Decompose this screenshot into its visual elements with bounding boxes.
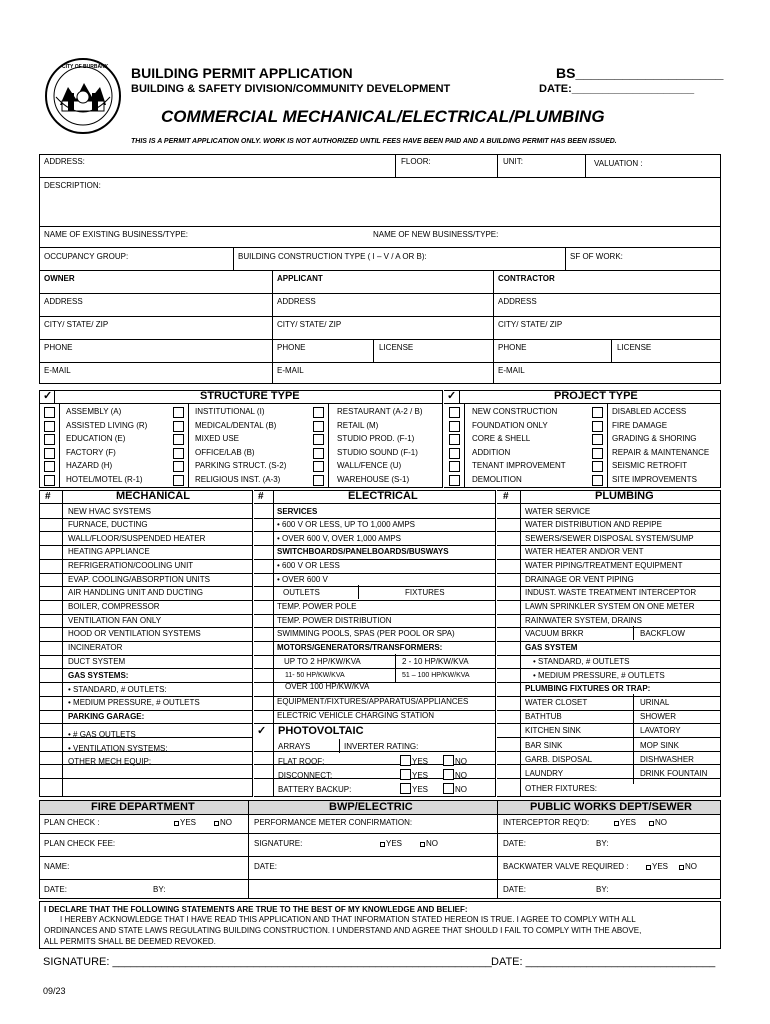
structure-c-label: STUDIO SOUND (F-1)	[337, 447, 418, 457]
structure-c-checkbox[interactable]	[313, 421, 324, 432]
contractor-license[interactable]: LICENSE	[617, 343, 652, 352]
row-line	[254, 573, 495, 574]
plumb-vacuum: VACUUM BRKR	[525, 629, 584, 638]
bwp-no[interactable]: NO	[420, 840, 438, 848]
structure-b-label: OFFICE/LAB (B)	[195, 447, 255, 457]
project-a-label: FOUNDATION ONLY	[472, 420, 548, 430]
structure-c-checkbox[interactable]	[313, 434, 324, 445]
fire-date[interactable]: DATE:	[44, 885, 67, 894]
mechanical-subitem: • STANDARD, # OUTLETS:	[68, 685, 167, 694]
row-line	[254, 586, 495, 587]
row-line	[39, 586, 252, 587]
plumbing-item: WATER HEATER AND/OR VENT	[525, 547, 644, 556]
applicant-city[interactable]: CITY/ STATE/ ZIP	[277, 320, 342, 329]
plumbing-item: RAINWATER SYSTEM, DRAINS	[525, 616, 642, 625]
pv-battery: BATTERY BACKUP:	[278, 785, 352, 794]
structure-c-label: RETAIL (M)	[337, 420, 379, 430]
declaration-line2: ORDINANCES AND STATE LAWS REGULATING BUILDING CONSTRUCTION. I UNDERSTAND AND AGREE THAT SHOULD I FAIL TO COMPLY WITH THE ABOVE,	[44, 926, 642, 935]
elec-m4: 51 – 100 HP/KW/KVA	[402, 672, 470, 679]
pw-title: PUBLIC WORKS DEPT/SEWER	[530, 801, 692, 813]
row-line	[254, 668, 495, 669]
checkbox-icon[interactable]	[679, 865, 684, 870]
row-line	[497, 600, 721, 601]
seal-text: CITY OF BURBANK	[62, 64, 109, 70]
fire-yes[interactable]: YES	[174, 819, 196, 827]
pv-no-label: NO	[455, 771, 467, 780]
pv-no-checkbox[interactable]	[443, 783, 454, 794]
checkbox-icon[interactable]	[649, 821, 654, 826]
description-label[interactable]: DESCRIPTION:	[44, 181, 101, 190]
row-line	[497, 737, 721, 738]
row-line	[497, 641, 721, 642]
bwp-yes[interactable]: YES	[380, 840, 402, 848]
project-a-label: NEW CONSTRUCTION	[472, 407, 558, 416]
pv-disconnect: DISCONNECT:	[278, 771, 333, 780]
project-b-label: GRADING & SHORING	[612, 434, 697, 443]
project-a-label: CORE & SHELL	[472, 434, 531, 443]
project-b-checkbox[interactable]	[592, 448, 603, 459]
row-line	[497, 778, 721, 779]
structure-a-checkbox[interactable]	[44, 448, 55, 459]
project-a-label: ADDITION	[472, 447, 511, 457]
mechanical-subitem: OTHER MECH EQUIP:	[68, 757, 152, 766]
elec-fixtures: FIXTURES	[405, 588, 445, 597]
elec-motors: MOTORS/GENERATORS/TRANSFORMERS:	[277, 643, 443, 652]
row-line	[497, 668, 721, 669]
pw-date[interactable]: DATE:	[503, 839, 526, 848]
row-line	[497, 627, 721, 628]
project-a-label: TENANT IMPROVEMENT	[472, 461, 566, 470]
elec-temp-dist: TEMP. POWER DISTRIBUTION	[277, 616, 392, 625]
elec-s1: • 600 V OR LESS, UP TO 1,000 AMPS	[277, 520, 415, 529]
applicant-email[interactable]: E-MAIL	[277, 366, 304, 375]
mechanical-item: DUCT SYSTEM	[68, 657, 126, 666]
mechanical-subitem: • MEDIUM PRESSURE, # OUTLETS	[68, 698, 200, 707]
pv-no-checkbox[interactable]	[443, 755, 454, 766]
structure-a-label: HAZARD (H)	[66, 461, 113, 470]
elec-hash: #	[258, 491, 264, 502]
valuation-label[interactable]: VALUATION :	[594, 159, 643, 168]
pv-flat-roof: FLAT ROOF:	[278, 757, 325, 766]
structure-c-label: WALL/FENCE (U)	[337, 461, 402, 470]
form-version: 09/23	[43, 986, 66, 996]
plumbing-fixture: WATER CLOSET	[525, 698, 588, 707]
sf-work-label[interactable]: SF OF WORK:	[570, 252, 623, 261]
row-line	[497, 518, 721, 519]
pw-yes2[interactable]: YES	[646, 863, 668, 871]
divider	[59, 403, 60, 488]
structure-check-mark: ✓	[43, 390, 53, 402]
contractor-email[interactable]: E-MAIL	[498, 366, 525, 375]
pw-date2[interactable]: DATE:	[503, 885, 526, 894]
structure-b-checkbox[interactable]	[173, 461, 184, 472]
occupancy-label[interactable]: OCCUPANCY GROUP:	[44, 252, 129, 261]
plumbing-item: WATER DISTRIBUTION AND REPIPE	[525, 520, 662, 529]
row-line	[39, 627, 252, 628]
row-line	[497, 586, 721, 587]
row-line	[497, 723, 721, 724]
elec-switch: SWITCHBOARDS/PANELBOARDS/BUSWAYS	[277, 547, 449, 556]
structure-b-label: INSTITUTIONAL (I)	[195, 407, 265, 416]
notice: THIS IS A PERMIT APPLICATION ONLY. WORK IS NOT AUTHORIZED UNTIL FEES HAVE BEEN PAID AND A BUILDING PERMIT HAS BEEN ISSUED.	[131, 138, 617, 145]
structure-a-checkbox[interactable]	[44, 407, 55, 418]
signature-line[interactable]: SIGNATURE: ______________________________________________________________	[43, 956, 492, 968]
plumbing-fixture: URINAL	[640, 698, 670, 707]
elec-m5: OVER 100 HP/KW/KVA	[285, 682, 370, 691]
row-line	[497, 655, 721, 656]
pv-yes-label: YES	[412, 771, 429, 780]
structure-b-checkbox[interactable]	[173, 448, 184, 459]
row-line	[254, 627, 495, 628]
row-line	[497, 751, 721, 752]
structure-a-label: ASSISTED LIVING (R)	[66, 420, 148, 430]
mechanical-item: AIR HANDLING UNIT AND DUCTING	[68, 588, 203, 597]
owner-heading: OWNER	[44, 274, 75, 283]
row-line	[497, 764, 721, 765]
elec-m3: 11- 50 HP/KW/KVA	[285, 672, 345, 679]
elec-m1: UP TO 2 HP/KW/KVA	[284, 657, 361, 666]
checkbox-icon[interactable]	[420, 842, 425, 847]
pv-no-label: NO	[455, 757, 467, 766]
plumbing-title: PLUMBING	[595, 490, 654, 502]
structure-c-checkbox[interactable]	[313, 407, 324, 418]
elec-sw2: • OVER 600 V	[277, 575, 328, 584]
pv-check-mark: ✓	[257, 725, 267, 737]
mechanical-subitem: PARKING GARAGE:	[68, 712, 145, 721]
pv-yes-checkbox[interactable]	[400, 769, 411, 780]
pv-yes-label: YES	[412, 757, 429, 766]
row-line	[39, 778, 252, 779]
project-title: PROJECT TYPE	[554, 390, 638, 402]
city-seal	[44, 57, 122, 135]
bwp-title: BWP/ELECTRIC	[329, 801, 413, 813]
divider	[188, 403, 189, 488]
pv-arrays: ARRAYS	[278, 742, 311, 751]
mechanical-item: BOILER, COMPRESSOR	[68, 602, 160, 611]
elec-temp-pole: TEMP. POWER POLE	[277, 602, 357, 611]
checkbox-icon[interactable]	[614, 821, 619, 826]
construction-type-label[interactable]: BUILDING CONSTRUCTION TYPE ( I – V / A OR B):	[238, 252, 427, 261]
form-subtitle: BUILDING & SAFETY DIVISION/COMMUNITY DEVELOPMENT	[131, 83, 451, 95]
checkbox-icon[interactable]	[214, 821, 219, 826]
pv-no-label: NO	[455, 785, 467, 794]
elec-outlets: OUTLETS	[283, 588, 320, 597]
plumb-backflow: BACKFLOW	[640, 629, 685, 638]
row-line	[39, 600, 252, 601]
plumbing-fixture: BAR SINK	[525, 741, 563, 750]
plumb-gas-title: GAS SYSTEM	[525, 643, 578, 652]
project-a-label: DEMOLITION	[472, 474, 522, 484]
mechanical-subitem: GAS SYSTEMS:	[68, 671, 129, 680]
plumb-gas1: • STANDARD, # OUTLETS	[533, 657, 630, 666]
structure-b-label: MIXED USE	[195, 434, 240, 443]
contractor-phone[interactable]: PHONE	[498, 343, 527, 352]
mech-hash: #	[45, 491, 51, 502]
structure-c-label: STUDIO PROD. (F-1)	[337, 434, 415, 443]
row-line	[39, 531, 252, 532]
project-b-label: DISABLED ACCESS	[612, 407, 687, 416]
pw-backwater: BACKWATER VALVE REQUIRED :	[503, 862, 629, 871]
row-line	[39, 545, 252, 546]
divider	[328, 403, 329, 488]
owner-email[interactable]: E-MAIL	[44, 366, 71, 375]
owner-address[interactable]: ADDRESS	[44, 297, 83, 306]
pv-yes-checkbox[interactable]	[400, 783, 411, 794]
structure-c-label: WAREHOUSE (S-1)	[337, 474, 410, 484]
structure-b-label: MEDICAL/DENTAL (B)	[195, 420, 277, 430]
plumbing-fixture: GARB. DISPOSAL	[525, 755, 593, 764]
row-line	[39, 559, 252, 560]
bwp-signature[interactable]: SIGNATURE:	[254, 839, 303, 848]
structure-b-label: PARKING STRUCT. (S-2)	[195, 461, 287, 470]
fire-title: FIRE DEPARTMENT	[91, 801, 195, 813]
mechanical-item: REFRIGERATION/COOLING UNIT	[68, 561, 194, 570]
row-line	[254, 545, 495, 546]
mechanical-item: WALL/FLOOR/SUSPENDED HEATER	[68, 534, 206, 543]
structure-b-checkbox[interactable]	[173, 421, 184, 432]
row-line	[254, 559, 495, 560]
mechanical-item: HOOD OR VENTILATION SYSTEMS	[68, 629, 201, 638]
row-line	[254, 751, 495, 752]
divider	[464, 403, 465, 488]
project-b-checkbox[interactable]	[592, 461, 603, 472]
main-title: COMMERCIAL MECHANICAL/ELECTRICAL/PLUMBING	[161, 107, 605, 126]
row-line	[254, 531, 495, 532]
elec-s2: • OVER 600 V, OVER 1,000 AMPS	[277, 534, 401, 543]
row-line	[39, 655, 252, 656]
plumbing-fixture: LAVATORY	[640, 726, 681, 735]
row-line	[39, 682, 252, 683]
mechanical-item: INCINERATOR	[68, 643, 123, 652]
applicant-phone[interactable]: PHONE	[277, 343, 306, 352]
structure-a-checkbox[interactable]	[44, 475, 55, 486]
elec-equipment: EQUIPMENT/FIXTURES/APPARATUS/APPLIANCES	[277, 697, 469, 706]
structure-c-checkbox[interactable]	[313, 448, 324, 459]
checkbox-icon[interactable]	[380, 842, 385, 847]
pw-by[interactable]: BY:	[596, 839, 609, 848]
plumbing-item: WATER PIPING/TREATMENT EQUIPMENT	[525, 561, 683, 570]
plumbing-fixture: MOP SINK	[640, 741, 679, 750]
declaration-heading: I DECLARE THAT THE FOLLOWING STATEMENTS ARE TRUE TO THE BEST OF MY KNOWLEDGE AND BELIEF:	[44, 905, 468, 914]
structure-b-checkbox[interactable]	[173, 475, 184, 486]
project-b-label: REPAIR & MAINTENANCE	[612, 447, 710, 457]
project-b-label: FIRE DAMAGE	[612, 420, 668, 430]
date-field: DATE:____________________	[539, 83, 695, 95]
plumbing-fixture: KITCHEN SINK	[525, 726, 582, 735]
applicant-address[interactable]: ADDRESS	[277, 297, 316, 306]
floor-label[interactable]: FLOOR:	[401, 157, 431, 166]
project-b-label: SEISMIC RETROFIT	[612, 461, 688, 470]
contractor-address[interactable]: ADDRESS	[498, 297, 537, 306]
elec-ev: ELECTRIC VEHICLE CHARGING STATION	[277, 711, 435, 720]
row-line	[39, 668, 252, 669]
applicant-heading: APPLICANT	[277, 274, 323, 283]
plumb-gas2: • MEDIUM PRESSURE, # OUTLETS	[533, 671, 665, 680]
project-b-checkbox[interactable]	[592, 407, 603, 418]
fire-fee[interactable]: PLAN CHECK FEE:	[44, 839, 116, 848]
new-business-label[interactable]: NAME OF NEW BUSINESS/TYPE:	[373, 230, 499, 239]
plumbing-fixture: SHOWER	[640, 712, 676, 721]
project-a-checkbox[interactable]	[449, 421, 460, 432]
structure-a-label: ASSEMBLY (A)	[66, 407, 122, 416]
row-line	[39, 641, 252, 642]
form-title: BUILDING PERMIT APPLICATION	[131, 65, 353, 81]
elec-services: SERVICES	[277, 507, 318, 516]
structure-a-label: EDUCATION (E)	[66, 434, 126, 443]
pw-yes[interactable]: YES	[614, 819, 636, 827]
row-line	[497, 614, 721, 615]
plumbing-item: DRAINAGE OR VENT PIPING	[525, 575, 634, 584]
project-check-mark: ✓	[447, 390, 457, 402]
existing-business-label[interactable]: NAME OF EXISTING BUSINESS/TYPE:	[44, 230, 189, 239]
unit-label[interactable]: UNIT:	[503, 157, 523, 166]
row-line	[497, 531, 721, 532]
row-line	[497, 545, 721, 546]
plumbing-fixture: DISHWASHER	[640, 755, 694, 764]
fire-name[interactable]: NAME:	[44, 862, 70, 871]
applicant-license[interactable]: LICENSE	[379, 343, 414, 352]
fire-no[interactable]: NO	[214, 819, 232, 827]
row-line	[497, 710, 721, 711]
plumbing-fixture: BATHTUB	[525, 712, 562, 721]
pv-title: PHOTOVOLTAIC	[278, 725, 364, 737]
project-a-checkbox[interactable]	[449, 448, 460, 459]
bwp-date[interactable]: DATE:	[254, 862, 277, 871]
pw-no2[interactable]: NO	[679, 863, 697, 871]
structure-c-label: RESTAURANT (A-2 / B)	[337, 407, 423, 416]
pv-no-checkbox[interactable]	[443, 769, 454, 780]
divider	[607, 403, 608, 488]
project-b-checkbox[interactable]	[592, 434, 603, 445]
project-a-checkbox[interactable]	[449, 461, 460, 472]
mechanical-title: MECHANICAL	[116, 490, 190, 502]
project-b-checkbox[interactable]	[592, 421, 603, 432]
structure-a-checkbox[interactable]	[44, 434, 55, 445]
structure-b-label: RELIGIOUS INST. (A-3)	[195, 474, 281, 484]
bwp-meter: PERFORMANCE METER CONFIRMATION:	[254, 818, 413, 827]
mechanical-subitem: • VENTILATION SYSTEMS:	[68, 744, 168, 753]
contractor-heading: CONTRACTOR	[498, 274, 555, 283]
row-line	[39, 573, 252, 574]
mechanical-item: HEATING APPLIANCE	[68, 547, 150, 556]
plumbing-item: INDUST. WASTE TREATMENT INTERCEPTOR	[525, 588, 697, 597]
row-line	[254, 655, 495, 656]
plumbing-item: WATER SERVICE	[525, 507, 591, 516]
structure-a-checkbox[interactable]	[44, 421, 55, 432]
checkbox-icon[interactable]	[646, 865, 651, 870]
mechanical-item: VENTILATION FAN ONLY	[68, 616, 162, 625]
bs-number: BS___________________	[556, 65, 724, 81]
row-line	[254, 600, 495, 601]
structure-a-checkbox[interactable]	[44, 461, 55, 472]
mechanical-item: NEW HVAC SYSTEMS	[68, 507, 151, 516]
plumb-other: OTHER FIXTURES:	[525, 784, 598, 793]
mechanical-item: FURNACE, DUCTING	[68, 520, 148, 529]
owner-phone[interactable]: PHONE	[44, 343, 73, 352]
structure-a-label: HOTEL/MOTEL (R-1)	[66, 474, 143, 484]
pv-inverter: INVERTER RATING:	[344, 742, 419, 751]
owner-city[interactable]: CITY/ STATE/ ZIP	[44, 320, 109, 329]
structure-c-checkbox[interactable]	[313, 461, 324, 472]
elec-m2: 2 - 10 HP/KW/KVA	[402, 657, 469, 666]
project-a-checkbox[interactable]	[449, 475, 460, 486]
row-line	[497, 696, 721, 697]
declaration-line1: I HEREBY ACKNOWLEDGE THAT I HAVE READ THIS APPLICATION AND THAT INFORMATION STATED HEREON IS TRUE. I AGREE TO COMPLY WITH ALL	[60, 915, 636, 924]
project-a-checkbox[interactable]	[449, 407, 460, 418]
project-b-label: SITE IMPROVEMENTS	[612, 474, 697, 484]
project-a-checkbox[interactable]	[449, 434, 460, 445]
row-line	[39, 518, 252, 519]
row-line	[39, 710, 252, 711]
row-line	[254, 614, 495, 615]
plumbing-item: SEWERS/SEWER DISPOSAL SYSTEM/SUMP	[525, 534, 694, 543]
row-line	[39, 723, 252, 724]
structure-b-checkbox[interactable]	[173, 407, 184, 418]
contractor-city[interactable]: CITY/ STATE/ ZIP	[498, 320, 563, 329]
plumbing-item: LAWN SPRINKLER SYSTEM ON ONE METER	[525, 602, 695, 611]
checkbox-icon[interactable]	[174, 821, 179, 826]
project-b-checkbox[interactable]	[592, 475, 603, 486]
address-label[interactable]: ADDRESS:	[44, 157, 85, 166]
row-line	[497, 559, 721, 560]
row-line	[39, 696, 252, 697]
row-line	[254, 723, 495, 724]
electrical-title: ELECTRICAL	[348, 490, 418, 502]
plumb-fixtures-title: PLUMBING FIXTURES OR TRAP:	[525, 684, 651, 693]
pv-yes-label: YES	[412, 785, 429, 794]
declaration-line3: ALL PERMITS SHALL BE DEEMED REVOKED.	[44, 937, 216, 946]
structure-b-checkbox[interactable]	[173, 434, 184, 445]
pw-by2[interactable]: BY:	[596, 885, 609, 894]
mechanical-item: EVAP. COOLING/ABSORPTION UNITS	[68, 575, 210, 584]
row-line	[254, 641, 495, 642]
pv-yes-checkbox[interactable]	[400, 755, 411, 766]
pw-interceptor: INTERCEPTOR REQ'D:	[503, 818, 590, 827]
plumb-hash: #	[503, 491, 509, 502]
row-line	[254, 518, 495, 519]
plumbing-fixture: DRINK FOUNTAIN	[640, 769, 708, 778]
row-line	[39, 614, 252, 615]
structure-title: STRUCTURE TYPE	[200, 390, 300, 402]
fire-plan-check: PLAN CHECK :	[44, 818, 100, 827]
structure-a-label: FACTORY (F)	[66, 447, 116, 457]
row-line	[497, 682, 721, 683]
structure-c-checkbox[interactable]	[313, 475, 324, 486]
signature-date-line[interactable]: DATE: _______________________________	[491, 956, 716, 968]
elec-pools: SWIMMING POOLS, SPAS (PER POOL OR SPA)	[277, 629, 455, 638]
row-line	[497, 573, 721, 574]
plumbing-fixture: LAUNDRY	[525, 769, 564, 778]
fire-by[interactable]: BY:	[153, 885, 166, 894]
mechanical-subitem: • # GAS OUTLETS	[68, 730, 136, 739]
pw-no[interactable]: NO	[649, 819, 667, 827]
elec-sw1: • 600 V OR LESS	[277, 561, 340, 570]
